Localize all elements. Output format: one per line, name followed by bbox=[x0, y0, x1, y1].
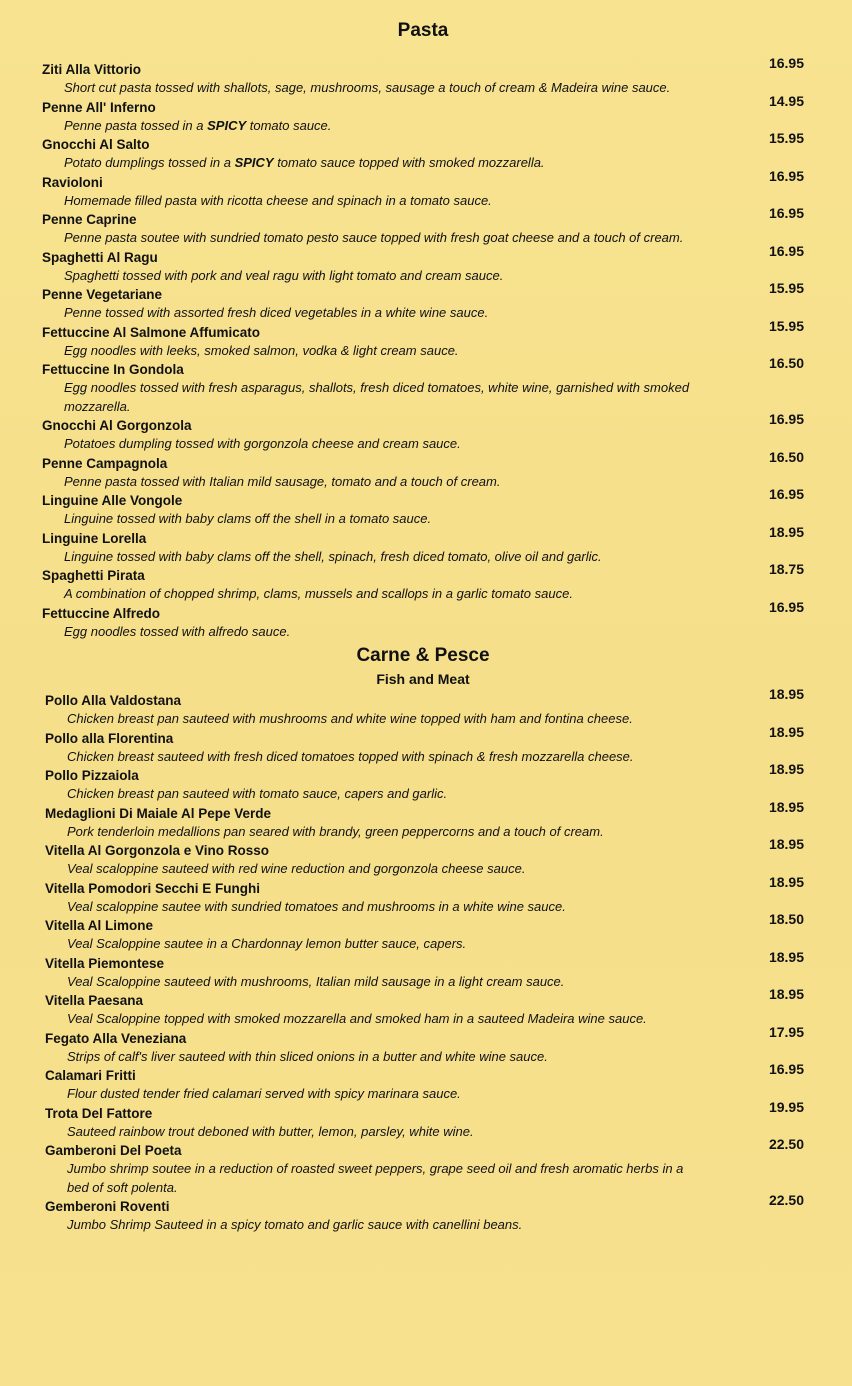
menu-item-description: Chicken breast sauteed with fresh diced tomatoes topped with spinach & fresh mozzarella cheese. bbox=[67, 748, 634, 764]
menu-item-price: 16.95 bbox=[768, 242, 804, 259]
menu-item-name: Penne Campagnola bbox=[42, 455, 168, 471]
menu-item-price: 18.95 bbox=[768, 686, 804, 702]
carne-section-title: Carne & Pesce bbox=[356, 645, 490, 666]
menu-item bbox=[42, 55, 804, 98]
menu-item bbox=[42, 598, 804, 642]
menu-item-description: Egg noodles tossed with fresh asparagus, shallots, fresh diced tomatoes, white wine, garnished with smoked mozzarella. bbox=[64, 380, 690, 414]
menu-item-description: Linguine tossed with baby clams off the shell, spinach, fresh diced tomato, olive oil and garlic. bbox=[64, 548, 602, 564]
menu-item bbox=[45, 948, 804, 992]
menu-item bbox=[45, 1098, 804, 1142]
menu-item-name: Penne Caprine bbox=[42, 212, 137, 227]
menu-item-price: 18.50 bbox=[768, 911, 804, 927]
menu-item bbox=[45, 686, 804, 729]
menu-item-name: Gemberoni Roventi bbox=[45, 1199, 170, 1214]
description-text: Potato dumplings tossed in a bbox=[64, 155, 235, 170]
menu-item bbox=[45, 1192, 804, 1235]
menu-item bbox=[45, 761, 804, 804]
menu-item bbox=[42, 355, 804, 416]
menu-item-description: Veal Scaloppine topped with smoked mozzarella and smoked ham in a sauteed Madeira wine sauce. bbox=[67, 1011, 647, 1026]
menu-item-price: 18.95 bbox=[768, 761, 804, 777]
menu-item-name: Spaghetti Al Ragu bbox=[42, 249, 158, 265]
description-text: tomato sauce. bbox=[246, 117, 332, 133]
pasta-section-title: Pasta bbox=[397, 20, 449, 41]
menu-item-description: Veal scaloppine sautee with sundried tomatoes and mushrooms in a white wine sauce. bbox=[67, 898, 566, 914]
menu-item-price: 15.95 bbox=[768, 317, 804, 334]
menu-item-name: Vitella Paesana bbox=[45, 993, 144, 1008]
menu-item-price: 16.95 bbox=[768, 486, 804, 502]
menu-item-price: 16.95 bbox=[768, 205, 804, 221]
menu-item bbox=[45, 1061, 804, 1104]
menu-item-price: 16.95 bbox=[768, 167, 804, 184]
menu-item-name: Fettuccine In Gondola bbox=[42, 362, 184, 377]
menu-item-price: 15.95 bbox=[768, 280, 804, 296]
menu-item-name: Penne All' Inferno bbox=[42, 99, 156, 115]
menu-item-name: Medaglioni Di Maiale Al Pepe Verde bbox=[45, 805, 272, 821]
menu-item-description: Sauteed rainbow trout deboned with butter, lemon, parsley, white wine. bbox=[67, 1123, 474, 1139]
menu-item bbox=[45, 986, 804, 1029]
menu-item-price: 18.95 bbox=[768, 523, 804, 540]
menu-item-description: Penne tossed with assorted fresh diced vegetables in a white wine sauce. bbox=[64, 305, 489, 320]
menu-item-price: 16.95 bbox=[768, 411, 804, 427]
carne-item-list bbox=[42, 686, 804, 1235]
menu-item-description: Jumbo Shrimp Sauteed in a spicy tomato and garlic sauce with canellini beans. bbox=[67, 1217, 523, 1232]
menu-item-name: Pollo alla Florentina bbox=[45, 730, 174, 746]
menu-item bbox=[42, 448, 804, 492]
menu-item-description: Penne pasta soutee with sundried tomato pesto sauce topped with fresh goat cheese and a touch of cream. bbox=[64, 230, 684, 245]
menu-item-description: Veal Scaloppine sauteed with mushrooms, Italian mild sausage in a light cream sauce. bbox=[67, 973, 565, 989]
menu-item-description: Veal scaloppine sauteed with red wine reduction and gorgonzola cheese sauce. bbox=[67, 861, 526, 876]
menu-item bbox=[42, 561, 804, 604]
menu-item-description: Jumbo shrimp soutee in a reduction of roasted sweet peppers, grape seed oil and fresh aromatic herbs in a bed of soft polenta. bbox=[67, 1161, 684, 1195]
menu-item-description: Penne pasta tossed with Italian mild sausage, tomato and a touch of cream. bbox=[64, 473, 501, 489]
menu-item-name: Vitella Al Gorgonzola e Vino Rosso bbox=[45, 843, 270, 858]
menu-item-price: 15.95 bbox=[768, 130, 804, 146]
menu-item-name: Vitella Al Limone bbox=[45, 918, 154, 933]
menu-item bbox=[45, 1136, 804, 1197]
carne-section-subtitle: Fish and Meat bbox=[376, 671, 470, 687]
menu-item bbox=[42, 130, 804, 173]
menu-item-price: 16.50 bbox=[768, 355, 804, 371]
menu-item bbox=[42, 167, 804, 211]
menu-item-name: Linguine Alle Vongole bbox=[42, 493, 183, 508]
menu-item-name: Gamberoni Del Poeta bbox=[45, 1143, 182, 1158]
menu-item bbox=[42, 411, 804, 454]
menu-item-price: 14.95 bbox=[768, 92, 804, 109]
menu-item-name: Vitella Piemontese bbox=[45, 955, 165, 971]
spicy-emphasis: SPICY bbox=[207, 117, 247, 133]
description-text: Penne pasta tossed in a bbox=[64, 117, 208, 133]
menu-item-price: 18.95 bbox=[768, 873, 804, 890]
menu-item-name: Spaghetti Pirata bbox=[42, 568, 145, 583]
menu-item-description: Veal Scaloppine sautee in a Chardonnay lemon butter sauce, capers. bbox=[67, 936, 467, 951]
menu-item-price: 16.95 bbox=[768, 598, 804, 615]
menu-item-description: Chicken breast pan sauteed with tomato sauce, capers and garlic. bbox=[67, 786, 448, 801]
menu-item-description: Linguine tossed with baby clams off the shell in a tomato sauce. bbox=[64, 511, 432, 526]
menu-item-name: Ravioloni bbox=[42, 174, 103, 190]
menu-item-price: 16.95 bbox=[768, 55, 804, 71]
menu-item-price: 22.50 bbox=[768, 1192, 804, 1208]
menu-item-description: Chicken breast pan sauteed with mushrooms and white wine topped with ham and fontina cheese. bbox=[67, 711, 633, 726]
menu-item-description: A combination of chopped shrimp, clams, mussels and scallops in a garlic tomato sauce. bbox=[64, 586, 573, 601]
menu-item bbox=[42, 205, 804, 248]
spicy-emphasis: SPICY bbox=[234, 155, 274, 170]
menu-item-name: Pollo Alla Valdostana bbox=[45, 693, 182, 708]
menu-item bbox=[45, 1023, 804, 1067]
menu-item bbox=[45, 723, 804, 767]
description-text: tomato sauce topped with smoked mozzarella. bbox=[273, 155, 545, 170]
menu-item-name: Penne Vegetariane bbox=[42, 287, 163, 302]
menu-item-description: Short cut pasta tossed with shallots, sage, mushrooms, sausage a touch of cream & Madeira wine sauce. bbox=[64, 80, 671, 95]
menu-item-description: Egg noodles tossed with alfredo sauce. bbox=[64, 623, 291, 639]
menu-item bbox=[42, 280, 804, 323]
menu-item bbox=[45, 873, 804, 917]
menu-item-price: 18.95 bbox=[768, 986, 804, 1002]
menu-item-name: Linguine Lorella bbox=[42, 530, 147, 546]
menu-item-name: Gnocchi Al Gorgonzola bbox=[42, 418, 192, 433]
menu-item-description: Egg noodles with leeks, smoked salmon, vodka & light cream sauce. bbox=[64, 342, 459, 358]
menu-item bbox=[42, 242, 804, 286]
menu-item-name: Vitella Pomodori Secchi E Funghi bbox=[45, 880, 261, 896]
menu-item-price: 16.95 bbox=[768, 1061, 804, 1077]
menu-item-name: Fettuccine Alfredo bbox=[42, 605, 161, 621]
menu-item-price: 18.95 bbox=[768, 948, 804, 965]
menu-item bbox=[45, 836, 804, 879]
menu-item-description bbox=[42, 154, 804, 173]
menu-item bbox=[42, 523, 804, 567]
menu-item-name: Trota Del Fattore bbox=[45, 1105, 153, 1121]
pasta-item-list bbox=[42, 55, 804, 641]
menu-item-price: 22.50 bbox=[768, 1136, 804, 1152]
menu-item-price: 18.95 bbox=[768, 723, 804, 740]
menu-item bbox=[42, 317, 804, 361]
menu-item-name: Calamari Fritti bbox=[45, 1068, 136, 1083]
menu-item-name: Fegato Alla Veneziana bbox=[45, 1030, 187, 1046]
menu-item-price: 19.95 bbox=[768, 1098, 804, 1115]
menu-item-price: 18.95 bbox=[768, 798, 804, 815]
menu-item-description: Strips of calf's liver sauteed with thin sliced onions in a butter and white wine sauce. bbox=[67, 1048, 548, 1064]
menu-item-name: Fettuccine Al Salmone Affumicato bbox=[42, 324, 261, 340]
menu-item-description: Pork tenderloin medallions pan seared with brandy, green peppercorns and a touch of cream. bbox=[67, 823, 604, 839]
menu-item-name: Ziti Alla Vittorio bbox=[42, 62, 142, 77]
menu-item-name: Gnocchi Al Salto bbox=[42, 137, 150, 152]
menu-item-name: Pollo Pizzaiola bbox=[45, 768, 139, 783]
menu-item bbox=[45, 911, 804, 954]
menu-item bbox=[42, 92, 804, 136]
menu-item-price: 17.95 bbox=[768, 1023, 804, 1040]
menu-item-price: 18.75 bbox=[768, 561, 804, 577]
menu-item-description: Spaghetti tossed with pork and veal ragu with light tomato and cream sauce. bbox=[64, 267, 504, 283]
menu-item bbox=[45, 798, 804, 842]
menu-item-description: Homemade filled pasta with ricotta cheese and spinach in a tomato sauce. bbox=[64, 192, 492, 208]
menu-item-price: 16.50 bbox=[768, 448, 804, 465]
menu-item-price: 18.95 bbox=[768, 836, 804, 852]
menu-item-description: Flour dusted tender fried calamari served with spicy marinara sauce. bbox=[67, 1086, 461, 1101]
menu-item-description: Potatoes dumpling tossed with gorgonzola cheese and cream sauce. bbox=[64, 436, 461, 451]
menu-item bbox=[42, 486, 804, 529]
menu-item-description bbox=[42, 117, 804, 136]
